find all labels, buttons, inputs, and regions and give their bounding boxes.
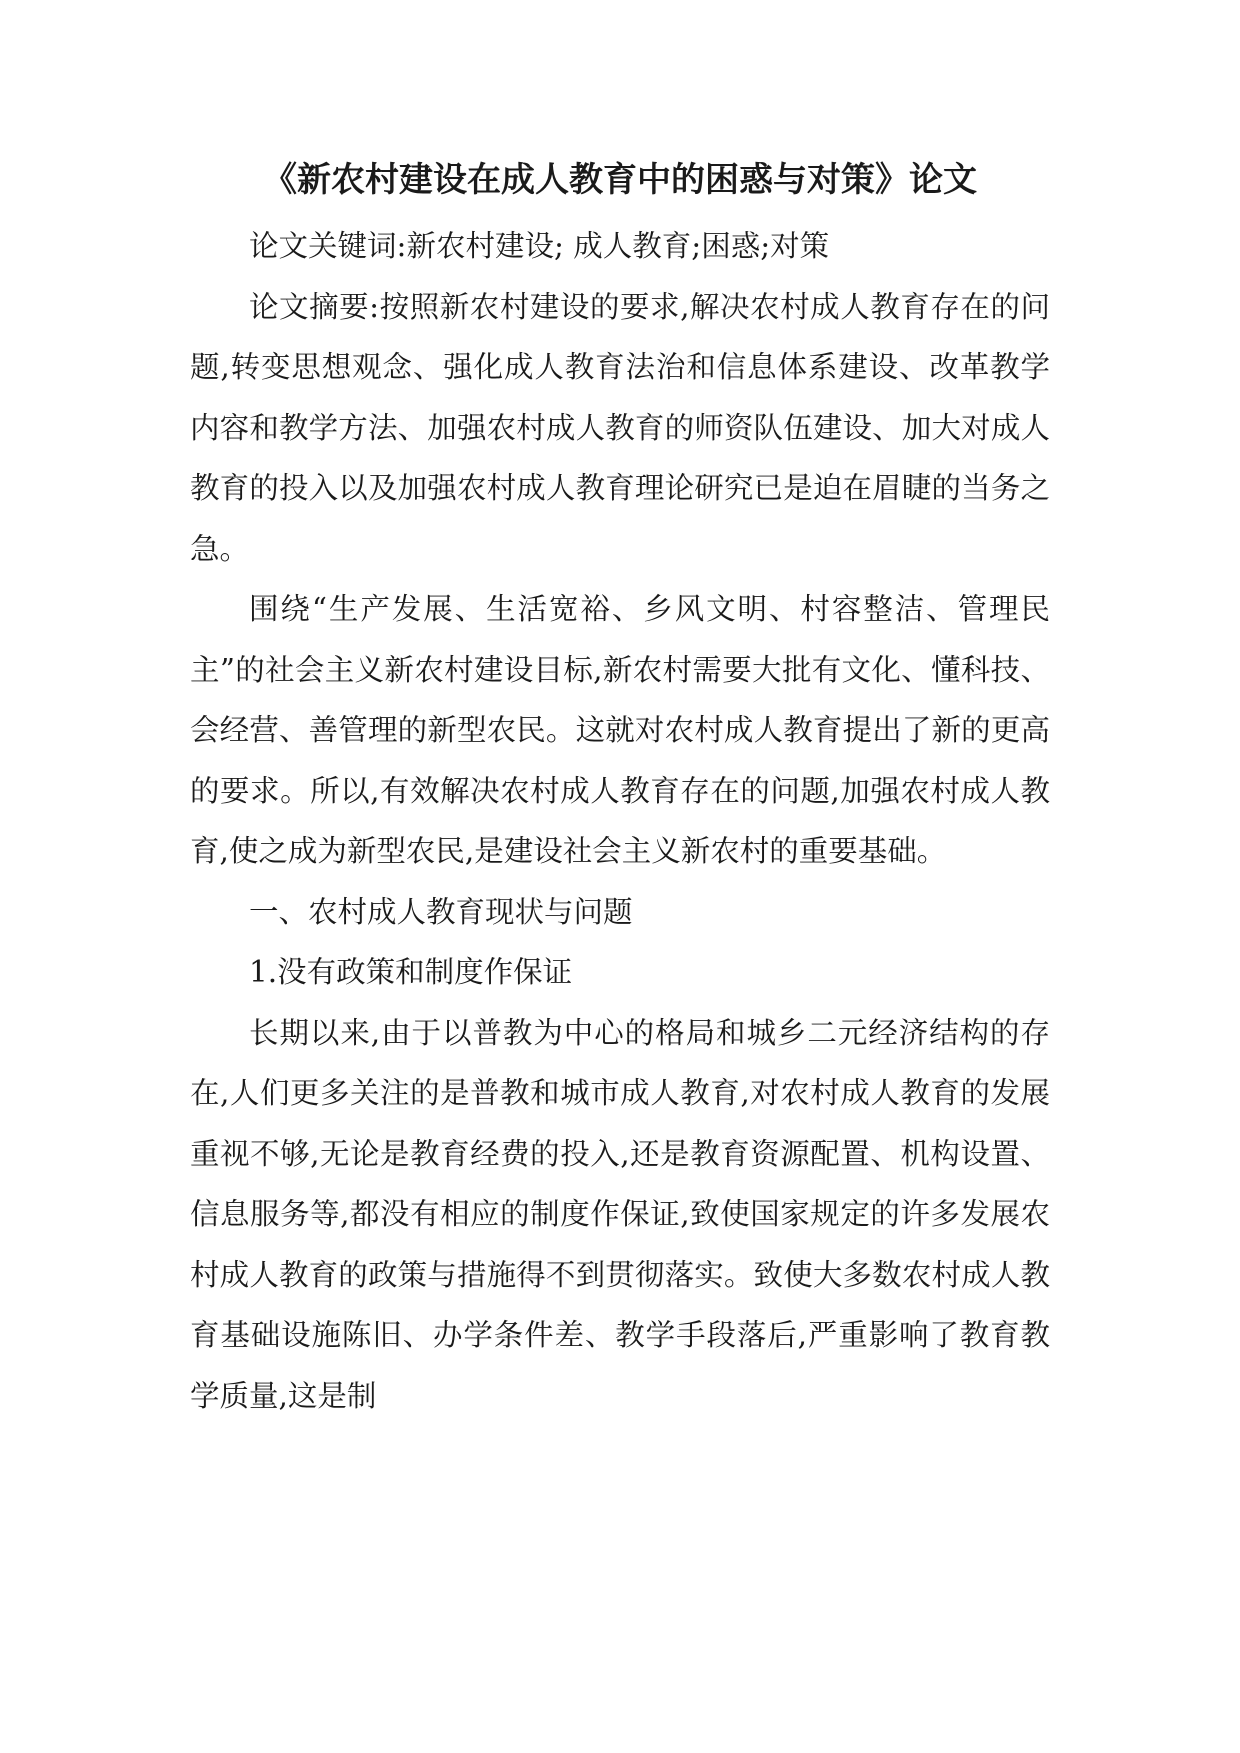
subsection-heading: 1.没有政策和制度作保证 [249, 955, 573, 989]
keywords-paragraph: 论文关键词:新农村建设; 成人教育;困惑;对策 [249, 229, 830, 263]
document-title: 《新农村建设在成人教育中的困惑与对策》论文 [263, 160, 977, 200]
body-paragraph: 长期以来,由于以普教为中心的格局和城乡二元经济结构的存在,人们更多关注的是普教和城市成人教育,对农村成人教育的发展重视不够,无论是教育经费的投入,还是教育资源配置、机构设置、信息服务等,都没有相应的制度作保证,致使国家规定的许多发展农村成人教育的政策与措施得不到贯彻落实。致使大多数农村成人教育基础设施陈旧、办学条件差、教学手段落后,严重影响了教育教学质量,这是制 [190, 1015, 1050, 1413]
section-heading: 一、农村成人教育现状与问题 [249, 894, 633, 929]
abstract-paragraph: 论文摘要:按照新农村建设的要求,解决农村成人教育存在的问题,转变思想观念、强化成人教育法治和信息体系建设、改革教学内容和教学方法、加强农村成人教育的师资队伍建设、加大对成人教育的投入以及加强农村成人教育理论研究已是迫在眉睫的当务之急。 [190, 289, 1050, 566]
intro-paragraph: 围绕“生产发展、生活宽裕、乡风文明、村容整洁、管理民主”的社会主义新农村建设目标,新农村需要大批有文化、懂科技、会经营、善管理的新型农民。这就对农村成人教育提出了新的更高的要求。所以,有效解决农村成人教育存在的问题,加强农村成人教育,使之成为新型农民,是建设社会主义新农村的重要基础。 [190, 592, 1050, 868]
document-body [190, 216, 1050, 1426]
